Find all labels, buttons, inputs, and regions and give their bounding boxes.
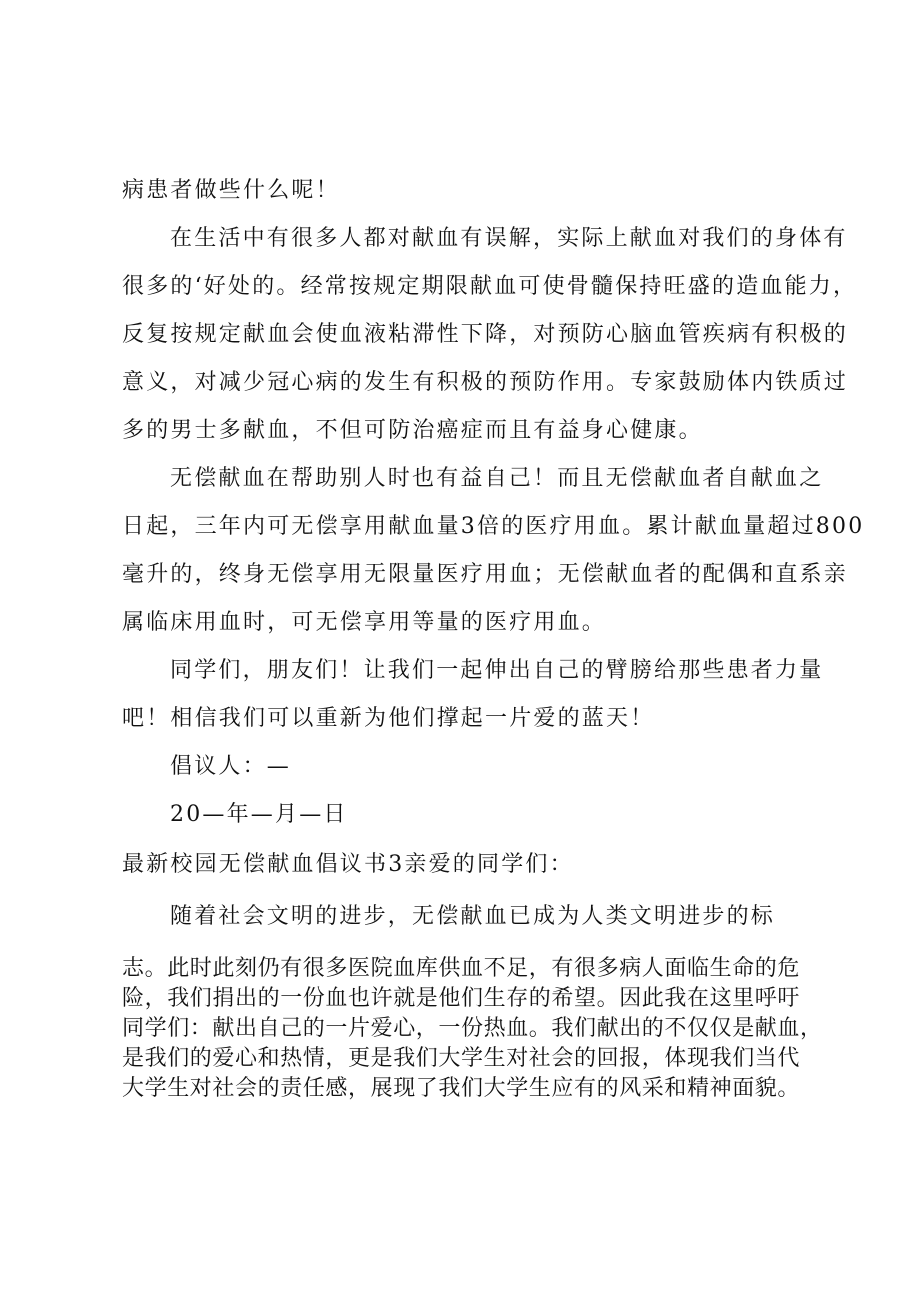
signature-date: 20—年—月—日 [170,802,348,827]
text-line: 反复按规定献血会使血液粘滞性下降，对预防心脑血管疾病有积极的 [122,322,849,347]
text-line: 意义，对减少冠心病的发生有积极的预防作用。专家鼓励体内铁质过 [122,370,849,395]
text-line: 同学们：献出自己的一片爱心，一份热血。我们献出的不仅仅是献血， [122,1016,823,1041]
text-line: 属临床用血时，可无偿享用等量的医疗用血。 [122,610,607,635]
paragraph-first-line: 无偿献血在帮助别人时也有益自己！而且无偿献血者自献血之 [170,466,824,491]
paragraph-first-line: 在生活中有很多人都对献血有误解，实际上献血对我们的身体有 [170,226,848,251]
section-heading: 最新校园无偿献血倡议书3亲爱的同学们： [122,852,574,877]
text-line: 是我们的爱心和热情，更是我们大学生对社会的回报，体现我们当代 [122,1046,801,1071]
text-line: 多的男士多献血，不但可防治癌症而且有益身心健康。 [122,418,703,443]
text-line: 志。此时此刻仍有很多医院血库供血不足，有很多病人面临生命的危 [122,956,801,981]
text-line: 很多的‘好处的。经常按规定期限献血可使骨髓保持旺盛的造血能力， [122,274,858,299]
text-line: 日起，三年内可无偿享用献血量3倍的医疗用血。累计献血量超过800 [122,514,865,539]
text-line: 大学生对社会的责任感，展现了我们大学生应有的风采和精神面貌。 [122,1076,801,1101]
text-line: 毫升的，终身无偿享用无限量医疗用血；无偿献血者的配偶和直系亲 [122,562,849,587]
paragraph-first-line: 同学们，朋友们！让我们一起伸出自己的臂膀给那些患者力量 [170,658,824,683]
signature-initiator: 倡议人：— [170,754,292,779]
text-line: 吧！相信我们可以重新为他们撑起一片爱的蓝天！ [122,706,655,731]
text-line: 险，我们捐出的一份血也许就是他们生存的希望。因此我在这里呼吁 [122,986,801,1011]
paragraph-first-line: 随着社会文明的进步，无偿献血已成为人类文明进步的标 [170,904,776,929]
text-line: 病患者做些什么呢！ [122,178,340,203]
